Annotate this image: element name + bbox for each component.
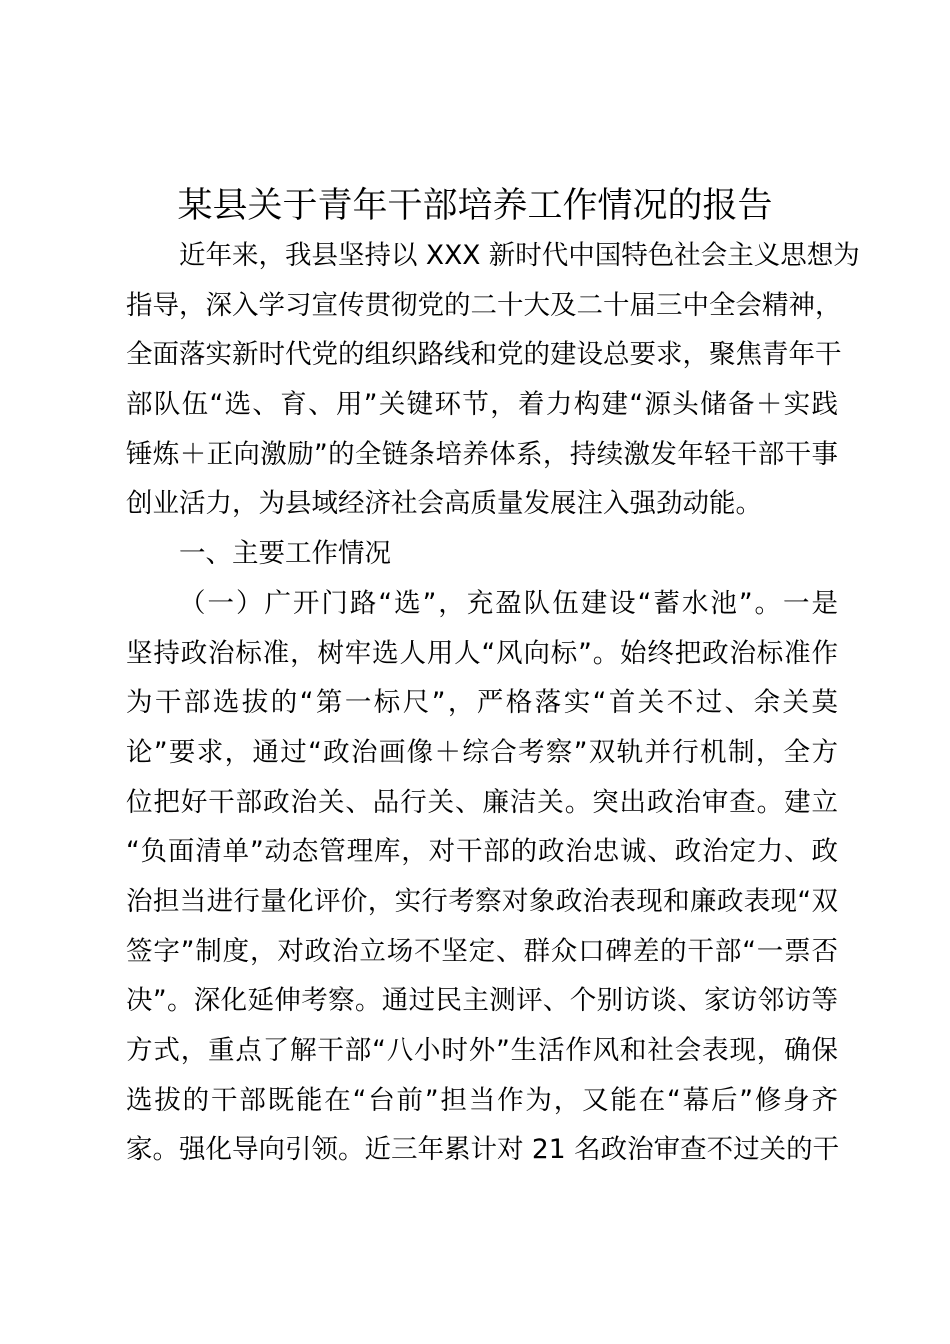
paragraph-line: 论”要求，通过“政治画像＋综合考察”双轨并行机制，全方: [126, 736, 838, 768]
paragraph-line: 家。强化导向引领。近三年累计对 21 名政治审查不过关的干: [126, 1134, 840, 1166]
paragraph-line: 签字”制度，对政治立场不坚定、群众口碑差的干部“一票否: [126, 935, 838, 967]
paragraph-line: “负面清单”动态管理库，对干部的政治忠诚、政治定力、政: [126, 836, 838, 868]
paragraph-line: 决”。深化延伸考察。通过民主测评、个别访谈、家访邻访等: [126, 985, 838, 1017]
paragraph-line: 方式，重点了解干部“八小时外”生活作风和社会表现，确保: [126, 1035, 838, 1066]
paragraph-line: 位把好干部政治关、品行关、廉洁关。突出政治审查。建立: [126, 786, 838, 818]
paragraph-line: 全面落实新时代党的组织路线和党的建设总要求，聚焦青年干: [126, 339, 842, 371]
section-heading: 一、主要工作情况: [179, 538, 391, 570]
paragraph-line: 近年来，我县坚持以 XXX 新时代中国特色社会主义思想为: [179, 240, 860, 271]
document-title: 某县关于青年干部培养工作情况的报告: [177, 186, 773, 226]
paragraph-line: 选拔的干部既能在“台前”担当作为，又能在“幕后”修身齐: [126, 1084, 838, 1116]
paragraph-line: 指导，深入学习宣传贯彻党的二十大及二十届三中全会精神，: [126, 289, 842, 321]
paragraph-line: 锤炼＋正向激励”的全链条培养体系，持续激发年轻干部干事: [126, 438, 838, 470]
paragraph-line: 治担当进行量化评价，实行考察对象政治表现和廉政表现“双: [126, 885, 838, 917]
paragraph-line: 坚持政治标准，树牢选人用人“风向标”。始终把政治标准作: [126, 637, 838, 669]
paragraph-line: 部队伍“选、育、用”关键环节，着力构建“源头储备＋实践: [126, 389, 838, 421]
paragraph-line: （一）广开门路“选”，充盈队伍建设“蓄水池”。一是: [179, 587, 838, 619]
paragraph-line: 为干部选拔的“第一标尺”，严格落实“首关不过、余关莫: [126, 687, 838, 719]
paragraph-line: 创业活力，为县域经济社会高质量发展注入强劲动能。: [126, 488, 762, 520]
document-body: [126, 231, 860, 1175]
